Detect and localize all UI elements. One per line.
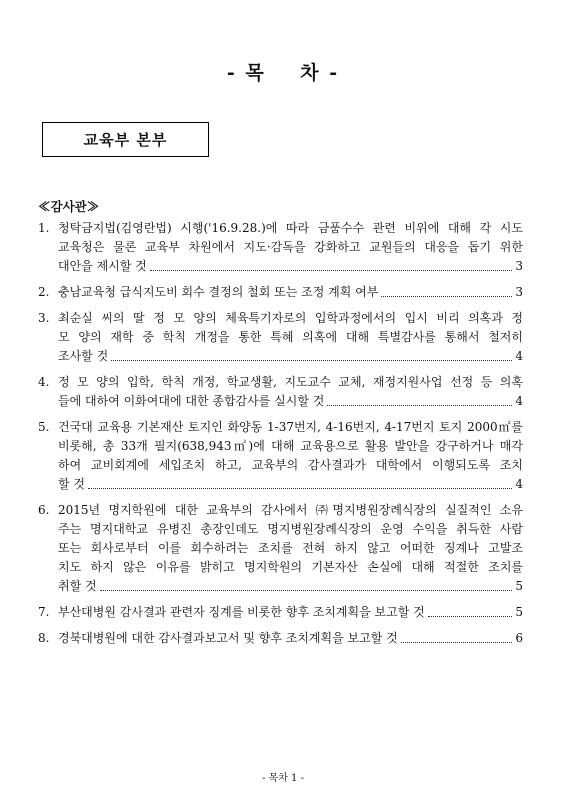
- toc-entry-final-line: [58, 475, 523, 494]
- dot-leader: [401, 641, 513, 643]
- toc-entry-text-line: 치도 하지 않은 이유를 밝히고 명지학원의 기본자산 손실에 대해 적절한 조치를: [58, 560, 523, 574]
- page-title: - 목 차 -: [226, 62, 340, 84]
- toc-entry-text-line: 청탁금지법(김영란법) 시행('16.9.28.)에 따라 금품수수 관련 비위에 대해 각 시도: [58, 221, 523, 235]
- toc-entry-number: 6.: [38, 503, 50, 517]
- toc-entry-text: 충남교육청 급식지도비 회수 결정의 철회 또는 조정 계획 여부: [58, 285, 379, 299]
- toc-page-number: 3: [515, 259, 523, 273]
- table-of-contents: [38, 219, 523, 655]
- toc-entry[interactable]: [38, 219, 523, 276]
- toc-page-number: 4: [515, 477, 523, 491]
- toc-entry[interactable]: [38, 603, 523, 622]
- toc-entry-number: 5.: [38, 420, 50, 434]
- toc-entry[interactable]: [38, 309, 523, 366]
- toc-entry-text-line: 건국대 교육용 기본재산 토지인 화양동 1-37번지, 4-16번지, 4-17번지 토지 2000㎡를: [58, 420, 523, 434]
- toc-entry-final-line: [58, 347, 523, 366]
- toc-entry-final-line: [58, 629, 523, 648]
- dot-leader: [100, 589, 513, 591]
- toc-entry-number: 8.: [38, 631, 50, 645]
- page-footer: - 목차 1 -: [262, 773, 304, 784]
- toc-entry-final-line: [58, 392, 523, 411]
- toc-entry-text-line: 또는 회사로부터 이를 회수하려는 조치를 전혀 하지 않고 어떠한 징계나 고발조: [58, 541, 523, 555]
- toc-entry-text: 조사할 것: [58, 349, 109, 363]
- toc-entry[interactable]: [38, 418, 523, 494]
- toc-entry-text-line: 최순실 씨의 딸 정 모 양의 체육특기자로의 입학과정에서의 입시 비리 의혹과 정: [58, 311, 523, 325]
- toc-entry-text-line: 2015년 명지학원에 대한 교육부의 감사에서 ㈜명지병원장례식장의 실질적인 소유: [58, 503, 523, 517]
- toc-entry-text-line: 주는 명지대학교 유병진 총장인데도 명지병원장례식장의 운영 수익을 취득한 사람: [58, 522, 523, 536]
- dot-leader: [88, 487, 512, 489]
- toc-entry-number: 1.: [38, 221, 50, 235]
- toc-entry-final-line: [58, 577, 523, 596]
- toc-entry-final-line: [58, 603, 523, 622]
- toc-page-number: 4: [515, 349, 523, 363]
- toc-entry[interactable]: [38, 629, 523, 648]
- toc-entry-text: 대안을 제시할 것: [58, 259, 147, 273]
- toc-entry-text-line: 모 양의 재학 중 학칙 개정을 통한 특혜 의혹에 대해 특별감사를 통해서 철저히: [58, 330, 523, 344]
- toc-entry-final-line: [58, 283, 523, 302]
- toc-entry-text: 부산대병원 감사결과 관련자 징계를 비롯한 향후 조치계획을 보고할 것: [58, 605, 425, 619]
- subsection-heading: ≪감사관≫: [38, 199, 100, 214]
- toc-entry[interactable]: [38, 373, 523, 411]
- toc-entry[interactable]: [38, 501, 523, 596]
- toc-entry-number: 7.: [38, 605, 50, 619]
- toc-entry-text: 경북대병원에 대한 감사결과보고서 및 향후 조치계획을 보고할 것: [58, 631, 398, 645]
- toc-page-number: 3: [515, 285, 523, 299]
- toc-entry-text-line: 교육청은 물론 교육부 차원에서 지도·감독을 강화하고 교원들의 대응을 돕기 위한: [58, 240, 523, 254]
- toc-entry[interactable]: [38, 283, 523, 302]
- toc-entry-text: 취할 것: [58, 579, 97, 593]
- toc-page-number: 6: [515, 631, 523, 645]
- dot-leader: [428, 615, 513, 617]
- toc-entry-number: 3.: [38, 311, 50, 325]
- toc-entry-text: 할 것: [58, 477, 85, 491]
- toc-entry-text-line: 비롯해, 총 33개 필지(638,943㎡)에 대해 교육용으로 활용 발안을 강구하거나 매각: [58, 439, 523, 453]
- toc-page-number: 5: [515, 605, 523, 619]
- toc-entry-text-line: 정 모 양의 입학, 학칙 개정, 학교생활, 지도교수 교체, 재정지원사업 선정 등 의혹: [58, 375, 523, 389]
- toc-entry-text-line: 하여 교비회계에 세입조치 하고, 교육부의 감사결과가 대학에서 이행되도록 조치: [58, 458, 523, 472]
- dot-leader: [150, 269, 513, 271]
- section-heading-box: 교육부 본부: [42, 122, 209, 157]
- toc-page-number: 5: [515, 579, 523, 593]
- toc-page-number: 4: [515, 394, 523, 408]
- toc-entry-final-line: [58, 257, 523, 276]
- dot-leader: [327, 404, 512, 406]
- toc-entry-number: 4.: [38, 375, 50, 389]
- dot-leader: [111, 359, 512, 361]
- toc-entry-text: 들에 대하여 이화여대에 대한 종합감사를 실시할 것: [58, 394, 325, 408]
- toc-entry-number: 2.: [38, 285, 50, 299]
- dot-leader: [381, 295, 512, 297]
